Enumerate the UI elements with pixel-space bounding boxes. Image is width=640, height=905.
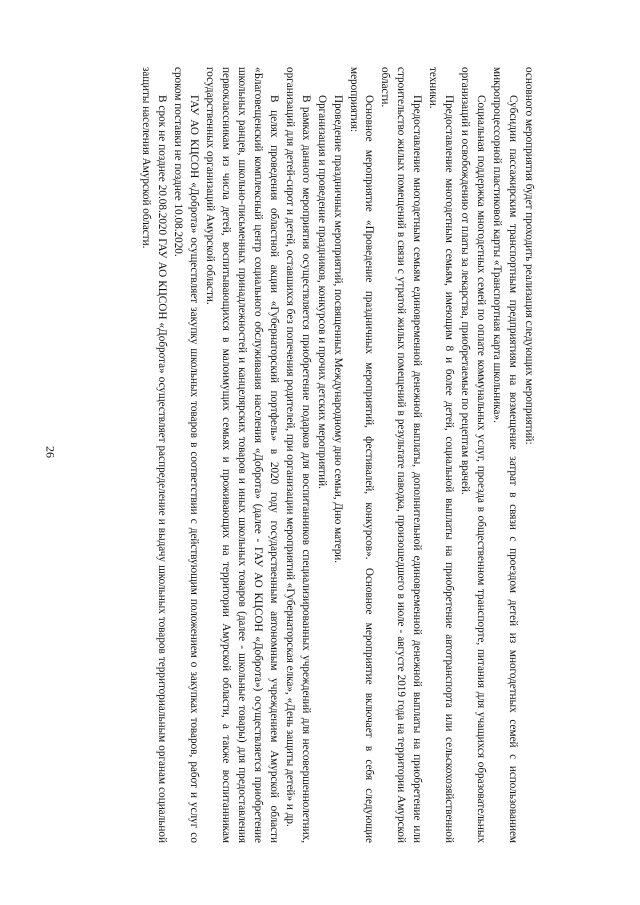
paragraph: В рамках данного мероприятия осуществляется приобретение подарков для воспитанников специализированных учреждений для несовершеннолетних, организаций для детей-сирот и детей, оставшихся без попечения родителей, при организации мероприятий «Губернаторская елка», «День защиты детей» и др. xyxy=(283,67,312,843)
paragraph: Организация и проведение праздников, конкурсов и прочих детских мероприятий. xyxy=(315,95,328,489)
paragraph: Субсидии пассажирским транспортным предприятиям на возмещение затрат в связи с проездом детей из многодетных семей с использованием микропроцессорной пластиковой карты «Транспортная карта школьника». xyxy=(491,67,520,843)
document-body xyxy=(104,67,536,843)
page-number: 26 xyxy=(43,446,58,458)
paragraph: В целях проведения областной акции «Губернаторский портфель» в 2020 году государственным автономным учреждением Амурской области «Благовещенский комплексный центр социального обслуживания населения «Доброта» (далее - ГАУ АО КЦСОН «Доброта») осуществляется приобретение школьных ранцев, школьно-письменных принадлежностей и канцелярских товаров и иных школьных товаров (далее - школьные товары) для предоставления первоклассникам из числа детей, воспитывающихся в малоимущих семьях и проживающих на территории Амурской области, а также воспитанникам государственных организаций Амурской области. xyxy=(203,67,280,843)
paragraph: Предоставление многодетным семьям единовременной денежной выплаты, дополнительной единовременной денежной выплаты на приобретение или строительство жилых помещений в связи с утратой жилых помещений в результате паводка, произошедшего в июле - августе 2019 года на территории Амурской области. xyxy=(379,67,424,843)
paragraph: В срок не позднее 20.08.2020 ГАУ АО КЦСОН «Доброта» осуществляет распределение и выдачу школьных товаров территориальным органам социальной защиты населения Амурской области. xyxy=(140,67,169,843)
paragraph: Проведение праздничных мероприятий, посвященных Международному дню семьи, Дню матери. xyxy=(331,95,344,564)
paragraph: ГАУ АО КЦСОН «Доброта» осуществляет закупку школьных товаров в соответствии с действующим положением о закупках товаров, работ и услуг со сроком поставки не позднее 10.08.2020. xyxy=(172,67,200,843)
paragraph: основного мероприятия будет проходить реализация следующих мероприятий: xyxy=(523,67,535,445)
paragraph: Социальная поддержка многодетных семей по оплате коммунальных услуг, проезда в общественном транспорте, питания для учащихся образовательных организаций и освобождению от платы за лекарства, приобретаемые по рецептам врачей. xyxy=(459,67,488,843)
paragraph: Основное мероприятие «Проведение праздничных мероприятий, фестивалей, конкурсов». Основное мероприятие включает в себя следующие мероприятия: xyxy=(347,67,376,843)
paragraph: Предоставление многодетным семьям, имеющим 8 и более детей, социальной выплаты на приобретение автотранспорта или сельскохозяйственной техники. xyxy=(427,67,456,843)
